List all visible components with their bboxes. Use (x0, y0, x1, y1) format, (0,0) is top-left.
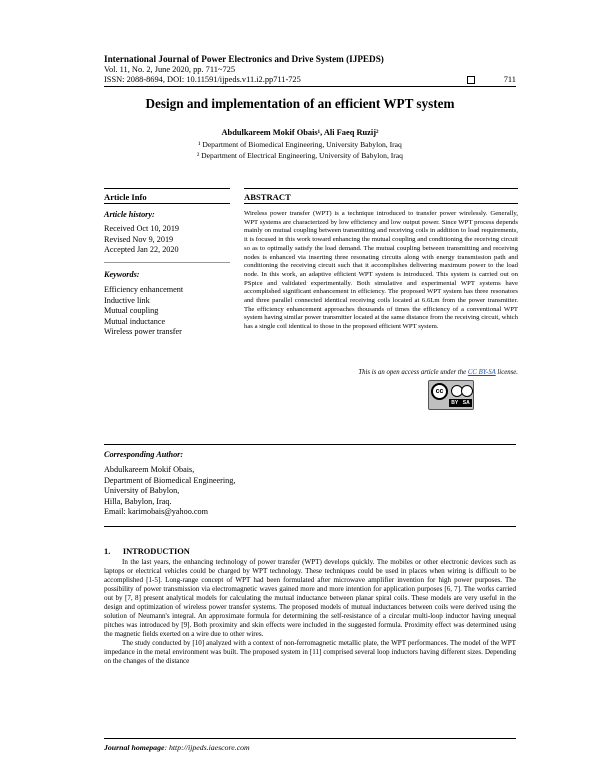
corresponding-details (104, 465, 235, 518)
issn-doi-line (104, 75, 516, 84)
license-link[interactable]: CC BY-SA (467, 369, 496, 376)
corresponding-name: Abdulkareem Mokif Obais, (104, 465, 195, 474)
badge-sa: SA (462, 400, 470, 406)
keyword-item: Wireless power transfer (104, 327, 182, 337)
open-access-suffix: license. (495, 369, 518, 376)
history-list (104, 224, 179, 256)
corresponding-city: Hilla, Babylon, Iraq. (104, 496, 172, 506)
corresponding-email: Email: karimobais@yahoo.com (104, 507, 208, 517)
abstract-text: Wireless power transfer (WPT) is a technique introduced to transfer power wirelessly. Generally, WPT systems are characterized by low efficiency and low output power. Since WPT process depends mainly on mutual coupling between transmitting and receiving coils in addition to load requirements, it is focused in this work toward enhancing the mutual coupling and conditioning the receiving circuit so as to optimally satisfy the load demand. The mutual coupling between transmitting and receiving nodes is enhanced via inserting three resonating circuits along with energy transmission path and conditioning the receiving circuit such that it accomplishes delivering maximum power to the load node. In this work, an adaptive efficient WPT system is introduced. This system is carried out on PSpice and validated experimentally. Both simulative and experimental WPT systems have accomplished significant enhancement in efficiency. The proposed WPT system has three resonators and three parallel connected identical receiving coils located at 6.6Lm from the power transmitter. The efficiency enhancement approaches thousands of times the efficiency of a conventional WPT system having similar power transmitter located at the same distance from the receiving circuit, which has a single coil identical to those in the proposed efficient WPT system. (244, 210, 518, 331)
cc-license-badge[interactable] (428, 380, 474, 410)
paragraph: In the last years, the enhancing technology of power transfer (WPT) develops quickly. The mobiles or other electronic devices such as laptops or electrical vehicles could be charged by WPT technology. These techniques could be used in places when wiring is difficult to be accomplished [1-5]. Long-range concept of WPT had been formulated after microwave amplifier invention for high power purposes. The possibility of power transmission via electromagnetic waves gained more and more intention for application purposes [6, 7]. The works carried out by [7, 8] present analytical models for calculating the mutual inductance between planar spiral coils. These models are very useful in the design and optimization of wireless power transfer systems. The proposed models of mutual inductances between coils were derived using the solution of Neumann's integral. An approximate formula for determining the self-resistance of a circular multi-loop inductor having unequal pitches was introduced by [9]. Both proximity and skin effects were included in the suggested formula. Proximity effect was determined using the magnetic fields exerted on a wire due to other wires. (104, 558, 516, 638)
journal-name: International Journal of Power Electronics and Drive System (IJPEDS) (104, 54, 384, 64)
article-info-heading: Article Info (104, 192, 147, 202)
keywords-heading: Keywords: (104, 270, 140, 279)
footer-rule (104, 738, 516, 739)
footer (104, 743, 250, 752)
sa-circle-arrow-icon (461, 385, 473, 397)
corresponding-rule-top (104, 444, 516, 445)
corresponding-rule-bottom (104, 526, 516, 527)
corresponding-department: Department of Biomedical Engineering, (104, 475, 236, 485)
badge-by: BY (451, 400, 459, 406)
history-divider (104, 262, 230, 263)
footer-url[interactable]: : http://ijpeds.iaescore.com (164, 743, 250, 752)
header-rule (104, 86, 516, 87)
paper-title: Design and implementation of an efficient WPT system (145, 96, 455, 111)
affiliation-2: ² Department of Electrical Engineering, University of Babylon, Iraq (197, 151, 403, 160)
issn-doi: ISSN: 2088-8694, DOI: 10.11591/ijpeds.v11.i2.pp711-725 (104, 75, 301, 84)
introduction-body (104, 558, 516, 666)
keyword-item: Efficiency enhancement (104, 285, 184, 294)
history-received: Received Oct 10, 2019 (104, 224, 180, 233)
article-info-rule-top (104, 188, 230, 189)
badge-label-bar (449, 399, 472, 407)
corresponding-heading: Corresponding Author: (104, 450, 184, 459)
square-icon (467, 76, 475, 84)
page-number: 711 (503, 75, 516, 84)
section-heading: 1. INTRODUCTION (104, 547, 190, 556)
history-revised: Revised Nov 9, 2019 (104, 234, 174, 244)
open-access-note (244, 369, 518, 376)
volume-info: Vol. 11, No. 2, June 2020, pp. 711~725 (104, 65, 236, 74)
paragraph: The study conducted by [10] analyzed with a context of non-ferromagnetic metallic plate, the WPT performances. The model of the WPT impedance in the metal environment was built. The proposed system in [11] comprised several loop inductors having different sizes. Depending on the changes of the distance (104, 639, 516, 665)
footer-label: Journal homepage (104, 743, 165, 752)
keyword-item: Mutual inductance (104, 316, 166, 326)
keywords-list (104, 285, 183, 338)
open-access-prefix: This is an open access article under the (358, 369, 468, 376)
cc-logo-icon: cc (431, 383, 448, 400)
history-accepted: Accepted Jan 22, 2020 (104, 245, 179, 255)
affiliation-1: ¹ Department of Biomedical Engineering, University Babylon, Iraq (198, 140, 402, 149)
paper-authors: Abdulkareem Mokif Obais¹, Ali Faeq Ruzij² (221, 128, 379, 137)
abstract-heading: ABSTRACT (244, 192, 291, 202)
keyword-item: Inductive link (104, 295, 150, 305)
abstract-rule-top (244, 188, 518, 189)
abstract-rule-bottom (244, 203, 518, 204)
article-info-rule-bottom (104, 203, 230, 204)
corresponding-university: University of Babylon, (104, 486, 180, 496)
history-heading: Article history: (104, 210, 155, 219)
keyword-item: Mutual coupling (104, 306, 159, 316)
